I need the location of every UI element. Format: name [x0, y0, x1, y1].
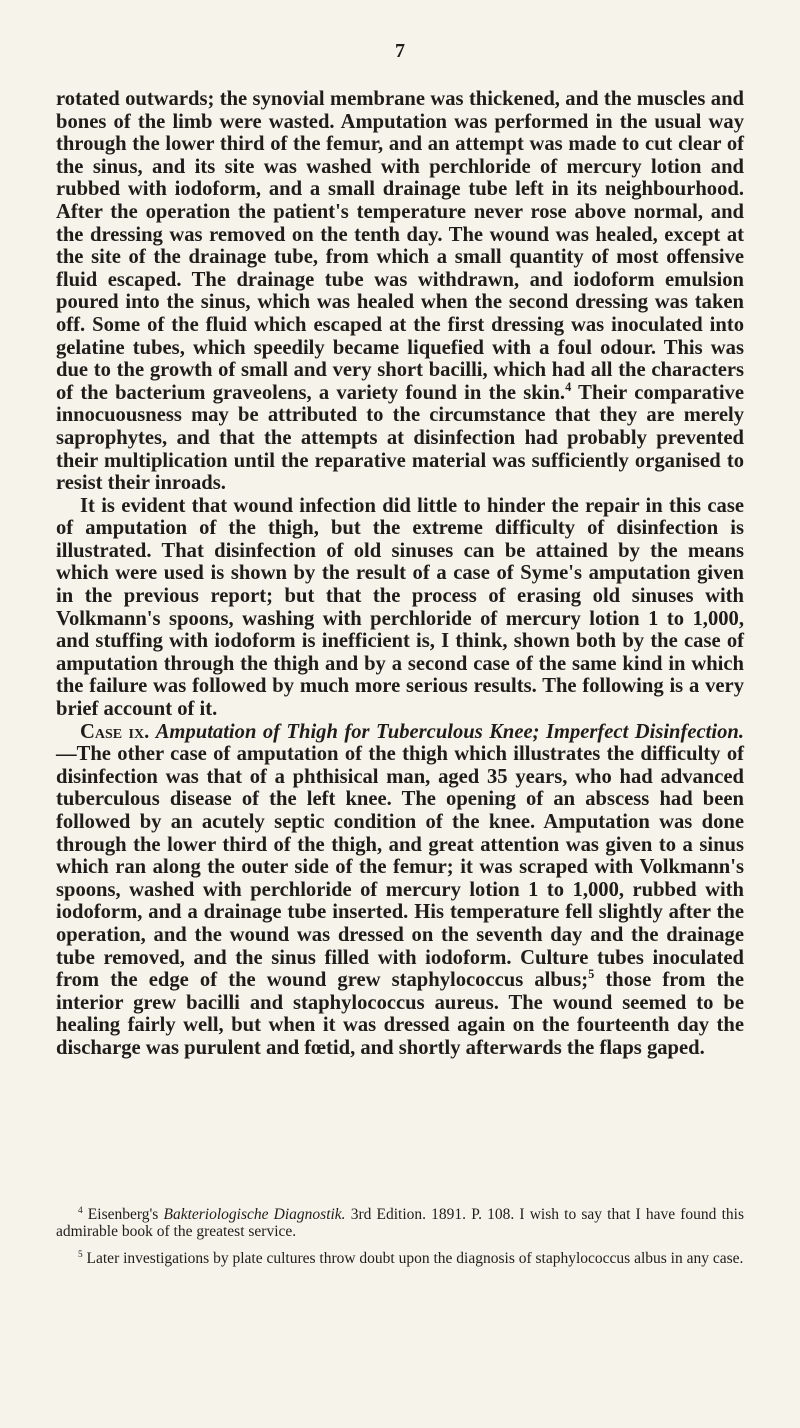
paragraph-1-text: rotated outwards; the synovial membrane was thickened, and the muscles and bones of the limb were wasted. Amputation was performed in the usual way through the lower third of the femur, and an attempt was made to cut clear of the sinus, and its site was washed with perchloride of mercury lotion and rubbed with iodoform, and a small drainage tube left in its neighbourhood. After the operation the patient's temperature never rose above normal, and the dressing was removed on the tenth day. The wound was healed, except at the site of the drainage tube, from which a small quantity of most offensive fluid escaped. The drainage tube was withdrawn, and iodoform emulsion poured into the sinus, which was healed when the second dressing was taken off. Some of the fluid which escaped at the first dressing was inoculated into gelatine tubes, which speedily became liquefied with a foul odour. This was due to the growth of small and very short bacilli, which had all the characters of the bacterium graveolens, a variety found in the skin. — [56, 88, 744, 404]
footnote-4-author: Eisenberg's — [82, 1206, 164, 1223]
footnote-4-rest: 3rd Edition. 1891. P. 108. I wish to say that I have found this admirable book of the greatest service. — [56, 1206, 744, 1240]
footnote-4 — [56, 1206, 744, 1240]
body-text — [56, 88, 744, 1060]
footnote-5-mark: 5 — [78, 1249, 83, 1260]
footnote-4-title: Bakteriologische Diagnostik. — [163, 1206, 346, 1223]
page-number: 7 — [395, 40, 405, 62]
paragraph-case-ix — [56, 721, 744, 1060]
case-heading: Case ix. — [80, 720, 150, 743]
case-text: —The other case of amputation of the thigh which illustrates the difficulty of disinfection was that of a phthisical man, aged 35 years, who had advanced tuberculous disease of the left knee. The opening of an abscess had been followed by an acutely septic condition of the knee. Amputation was done through the lower third of the thigh, and great attention was given to a sinus which ran along the outer side of the femur; it was scraped with Volkmann's spoons, washed with perchloride of mercury lotion 1 to 1,000, rubbed with iodoform, and a drainage tube inserted. His temperature fell slightly after the operation, and the wound was dressed on the seventh day and the drainage tube removed, and the sinus filled with iodoform. Culture tubes inoculated from the edge of the wound grew staphylococcus albus; — [56, 743, 744, 992]
footnotes — [56, 1206, 744, 1277]
paragraph-1 — [56, 88, 744, 495]
footnote-ref-5: 5 — [588, 967, 595, 982]
paragraph-1-tail: Their comparative innocuousness may be attributed to the circumstance that they are merely saprophytes, and that the attempts at disinfection had probably prevented their multiplication until the reparative material was sufficiently organised to resist their inroads. — [56, 381, 744, 495]
paragraph-2: It is evident that wound infection did little to hinder the repair in this case of amputation of the thigh, but the extreme difficulty of disinfection is illustrated. That disinfection of old sinuses can be attained by the means which were used is shown by the result of a case of Syme's amputation given in the previous report; but that the process of erasing old sinuses with Volkmann's spoons, washing with perchloride of mercury lotion 1 to 1,000, and stuffing with iodoform is inefficient is, I think, shown both by the case of amputation through the thigh and by a second case of the same kind in which the failure was followed by much more serious results. The following is a very brief account of it. — [56, 494, 744, 721]
footnote-5 — [56, 1250, 744, 1267]
case-text-tail: those from the interior grew bacilli and staphylococcus aureus. The wound seemed to be healing fairly well, but when it was dressed again on the fourteenth day the discharge was purulent and fœtid, and shortly afterwards the flaps gaped. — [56, 969, 744, 1059]
footnote-4-mark: 4 — [78, 1205, 83, 1216]
footnote-ref-4: 4 — [565, 379, 572, 394]
footnote-5-text: Later investigations by plate cultures throw doubt upon the diagnosis of staphylococcus albus in any case. — [82, 1250, 744, 1267]
case-title: Amputation of Thigh for Tuberculous Knee; Imperfect Disinfection. — [155, 720, 744, 743]
